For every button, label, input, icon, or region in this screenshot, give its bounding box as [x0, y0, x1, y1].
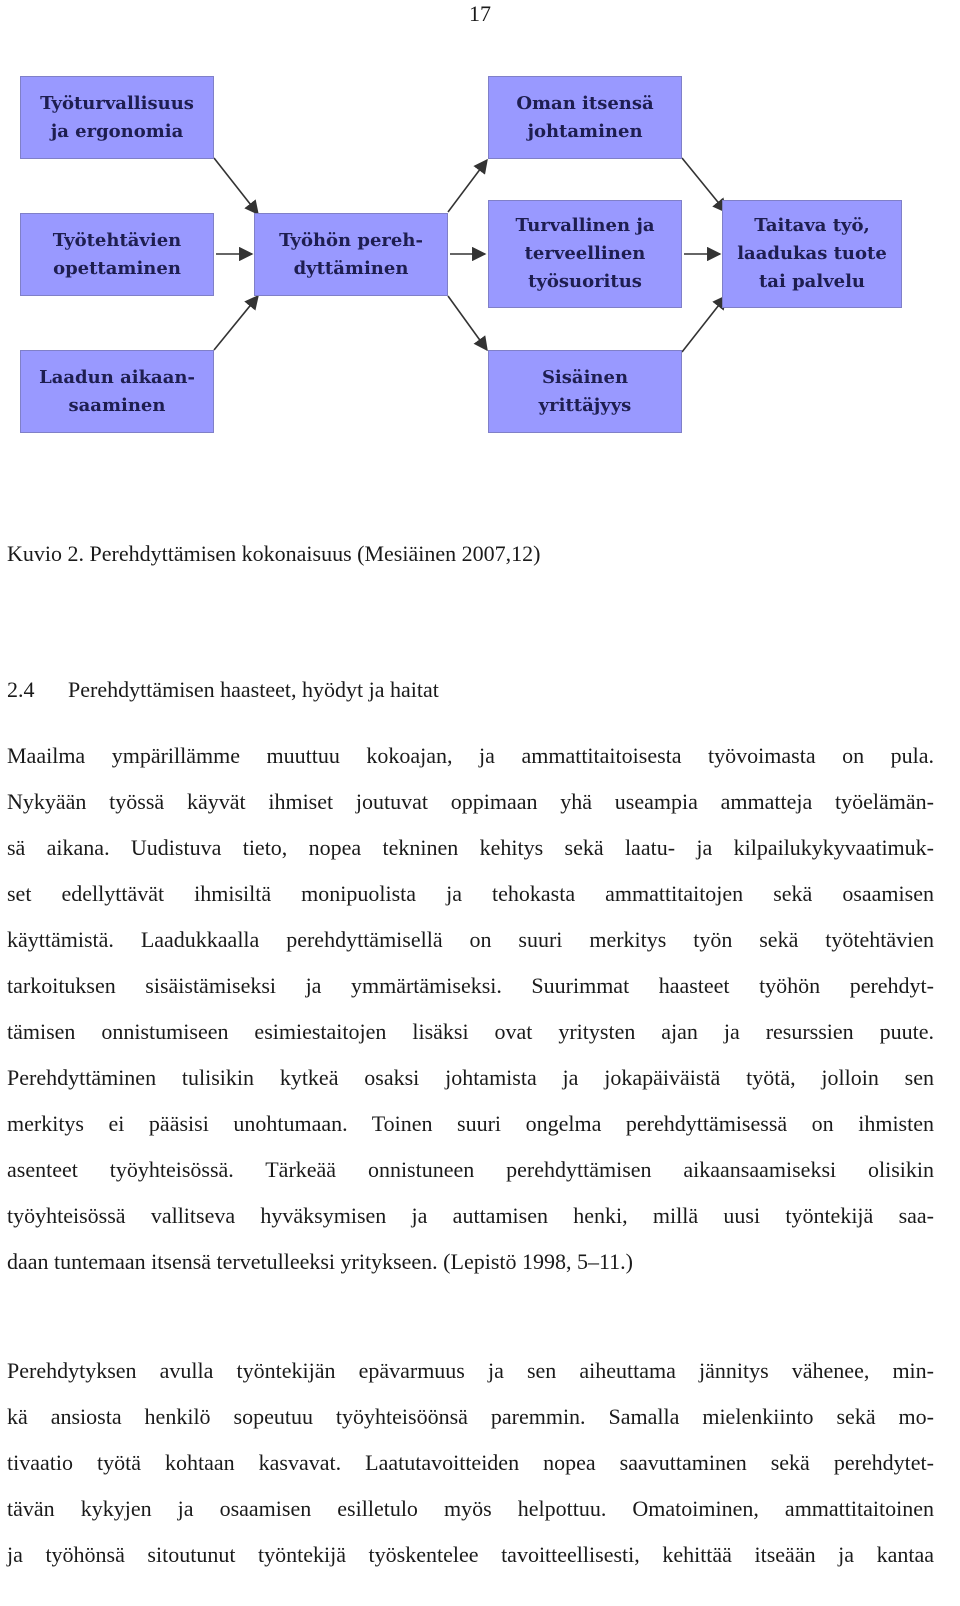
paragraph-line: set edellyttävät ihmisiltä monipuolista ja tehokasta ammattitaitojen sekä osaamisen [7, 881, 934, 906]
paragraph-line: Maailma ympärillämme muuttuu kokoajan, ja ammattitaitoisesta työvoimasta on pula. [7, 743, 934, 768]
perehdyttaminen-diagram [0, 0, 960, 460]
paragraph-line: Perehdyttäminen tulisikin kytkeä osaksi johtamista ja jokapäiväistä työtä, jolloin sen [7, 1065, 934, 1090]
box-taitava-tyo: Taitava työ, laadukas tuote tai palvelu [722, 200, 902, 308]
arrow-perehdyttaminen-to-oman-itsensa [448, 160, 487, 212]
box-laadun-aikaansaaminen: Laadun aikaan- saaminen [20, 350, 214, 433]
paragraph-line: sä aikana. Uudistuva tieto, nopea tekninen kehitys sekä laatu- ja kilpailukykyvaatimuk- [7, 835, 934, 860]
box-tyotehtavien-opettaminen: Työtehtävien opettaminen [20, 213, 214, 296]
arrow-perehdyttaminen-to-sisainen [448, 296, 487, 350]
paragraph-1 [7, 733, 934, 1285]
paragraph-line: käyttämistä. Laadukkaalla perehdyttämisellä on suuri merkitys työn sekä työtehtävien [7, 927, 934, 952]
paragraph-line: ja työhönsä sitoutunut työntekijä työskentelee tavoitteellisesti, kehittää itseään ja kantaa [7, 1542, 934, 1567]
paragraph-line: daan tuntemaan itsensä tervetulleeksi yritykseen. (Lepistö 1998, 5–11.) [7, 1249, 634, 1274]
section-heading [7, 676, 439, 704]
box-tyohon-perehdyttaminen: Työhön pereh- dyttäminen [254, 213, 448, 296]
section-number: 2.4 [7, 677, 35, 702]
box-tyoturvallisuus: Työturvallisuus ja ergonomia [20, 76, 214, 159]
paragraph-line: tarkoituksen sisäistämiseksi ja ymmärtämiseksi. Suurimmat haasteet työhön perehdyt- [7, 973, 934, 998]
page-number: 17 [469, 1, 491, 26]
paragraph-line: kä ansiosta henkilö sopeutuu työyhteisöönsä paremmin. Samalla mielenkiinto sekä mo- [7, 1404, 934, 1429]
paragraph-2 [7, 1348, 934, 1578]
paragraph-line: asenteet työyhteisössä. Tärkeää onnistuneen perehdyttämisen aikaansaamiseksi olisikin [7, 1157, 934, 1182]
arrow-tyoturvallisuus-to-perehdyttaminen [214, 158, 258, 214]
paragraph-line: Perehdytyksen avulla työntekijän epävarmuus ja sen aiheuttama jännitys vähenee, min- [7, 1358, 934, 1383]
box-sisainen-yrittajyys: Sisäinen yrittäjyys [488, 350, 682, 433]
arrow-laadun-to-perehdyttaminen [214, 296, 258, 350]
arrow-sisainen-to-taitava [682, 296, 726, 352]
paragraph-line: työyhteisössä vallitseva hyväksymisen ja auttamisen henki, millä uusi työntekijä saa- [7, 1203, 934, 1228]
paragraph-line: tämisen onnistumiseen esimiestaitojen lisäksi ovat yritysten ajan ja resurssien puute. [7, 1019, 934, 1044]
box-turvallinen-tyosuoritus: Turvallinen ja terveellinen työsuoritus [488, 200, 682, 308]
section-title: Perehdyttämisen haasteet, hyödyt ja haitat [68, 677, 439, 702]
box-oman-itsensa-johtaminen: Oman itsensä johtaminen [488, 76, 682, 159]
arrow-oman-itsensa-to-taitava [682, 158, 726, 212]
figure-caption: Kuvio 2. Perehdyttämisen kokonaisuus (Mesiäinen 2007,12) [7, 541, 541, 566]
paragraph-line: tävän kykyjen ja osaamisen esilletulo myös helpottuu. Omatoiminen, ammattitaitoinen [7, 1496, 934, 1521]
paragraph-line: merkitys ei pääsisi unohtumaan. Toinen suuri ongelma perehdyttämisessä on ihmisten [7, 1111, 934, 1136]
paragraph-line: tivaatio työtä kohtaan kasvavat. Laatutavoitteiden nopea saavuttaminen sekä perehdytet- [7, 1450, 934, 1475]
paragraph-line: Nykyään työssä käyvät ihmiset joutuvat oppimaan yhä useampia ammatteja työelämän- [7, 789, 934, 814]
